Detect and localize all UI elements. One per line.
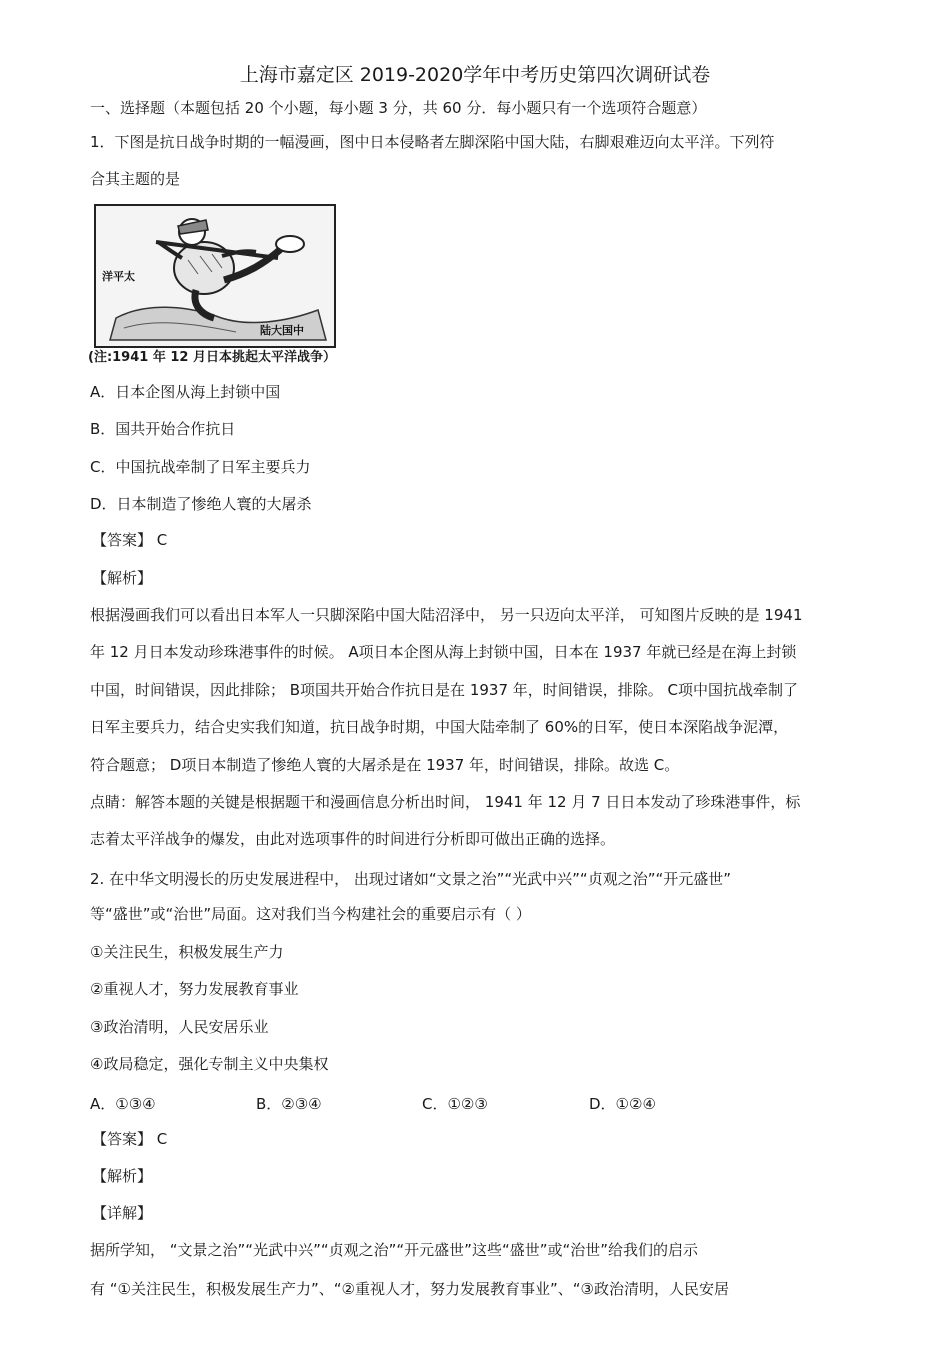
q2-statement: ③政治清明，人民安居乐业 — [90, 1018, 269, 1036]
q2-option-a[interactable]: A．①③④ — [90, 1095, 156, 1113]
q1-analysis-line: 日军主要兵力，结合史实我们知道，抗日战争时期，中国大陆牵制了 60%的日军，使日本深陷战争泥潭， — [90, 718, 789, 736]
q1-option-b[interactable]: B．国共开始合作抗日 — [90, 420, 236, 438]
q2-stem-line1: 2. 在中华文明漫长的历史发展进程中， 出现过诸如“文景之治”“光武中兴”“贞观之治”“开元盛世” — [90, 870, 732, 888]
q1-analysis-line: 年 12 月日本发动珍珠港事件的时候。 A项日本企图从海上封锁中国，日本在 1937 年就已经是在海上封锁 — [90, 643, 797, 661]
q2-statement: ②重视人才，努力发展教育事业 — [90, 980, 299, 998]
q1-analysis-label: 【解析】 — [92, 569, 153, 587]
q1-analysis-line: 符合题意； D项日本制造了惨绝人寰的大屠杀是在 1937 年，时间错误，排除。故选 C。 — [90, 756, 680, 774]
section-heading: 一、选择题（本题包括 20 个小题，每小题 3 分，共 60 分．每小题只有一个选项符合题意） — [90, 99, 707, 117]
q2-detail-line: 有 “①关注民生，积极发展生产力”、“②重视人才，努力发展教育事业”、“③政治清明，人民安居 — [90, 1280, 729, 1298]
q1-stem-line2: 合其主题的是 — [90, 170, 181, 188]
q2-option-b[interactable]: B．②③④ — [256, 1095, 322, 1113]
q2-statement: ④政局稳定，强化专制主义中央集权 — [90, 1055, 329, 1073]
q1-cartoon-image — [94, 204, 336, 348]
q2-option-c[interactable]: C．①②③ — [422, 1095, 488, 1113]
q1-tip-line: 点睛：解答本题的关键是根据题干和漫画信息分析出时间， 1941 年 12 月 7 日日本发动了珍珠港事件，标 — [90, 793, 801, 811]
cartoon-label-china: 陆大国中 — [260, 324, 304, 337]
q1-option-d[interactable]: D．日本制造了惨绝人寰的大屠杀 — [90, 495, 312, 513]
q2-answer: 【答案】 C — [92, 1130, 168, 1148]
q1-answer: 【答案】 C — [92, 531, 168, 549]
q2-stem-line2: 等“盛世”或“治世”局面。这对我们当今构建社会的重要启示有（ ） — [90, 905, 531, 923]
q2-detail-line: 据所学知， “文景之治”“光武中兴”“贞观之治”“开元盛世”这些“盛世”或“治世”给我们的启示 — [90, 1241, 699, 1259]
q2-statement: ①关注民生，积极发展生产力 — [90, 943, 284, 961]
cartoon-label-pacific: 洋平太 — [102, 270, 135, 283]
q2-option-d[interactable]: D．①②④ — [589, 1095, 656, 1113]
q1-tip-line: 志着太平洋战争的爆发，由此对选项事件的时间进行分析即可做出正确的选择。 — [90, 830, 616, 848]
q2-analysis-label: 【解析】 — [92, 1167, 153, 1185]
q1-stem-line1: 1．下图是抗日战争时期的一幅漫画，图中日本侵略者左脚深陷中国大陆，右脚艰难迈向太平洋。下列符 — [90, 133, 775, 151]
q1-option-c[interactable]: C．中国抗战牵制了日军主要兵力 — [90, 458, 311, 476]
q1-analysis-line: 根据漫画我们可以看出日本军人一只脚深陷中国大陆沼泽中， 另一只迈向太平洋， 可知图片反映的是 1941 — [90, 606, 803, 624]
q1-image-caption: (注:1941 年 12 月日本挑起太平洋战争） — [88, 350, 336, 365]
q1-analysis-line: 中国，时间错误，因此排除； B项国共开始合作抗日是在 1937 年，时间错误，排除。 C项中国抗战牵制了 — [90, 681, 799, 699]
page-title: 上海市嘉定区 2019-2020学年中考历史第四次调研试卷 — [239, 64, 711, 86]
q1-option-a[interactable]: A．日本企图从海上封锁中国 — [90, 383, 281, 401]
q2-detail-label: 【详解】 — [92, 1204, 153, 1222]
